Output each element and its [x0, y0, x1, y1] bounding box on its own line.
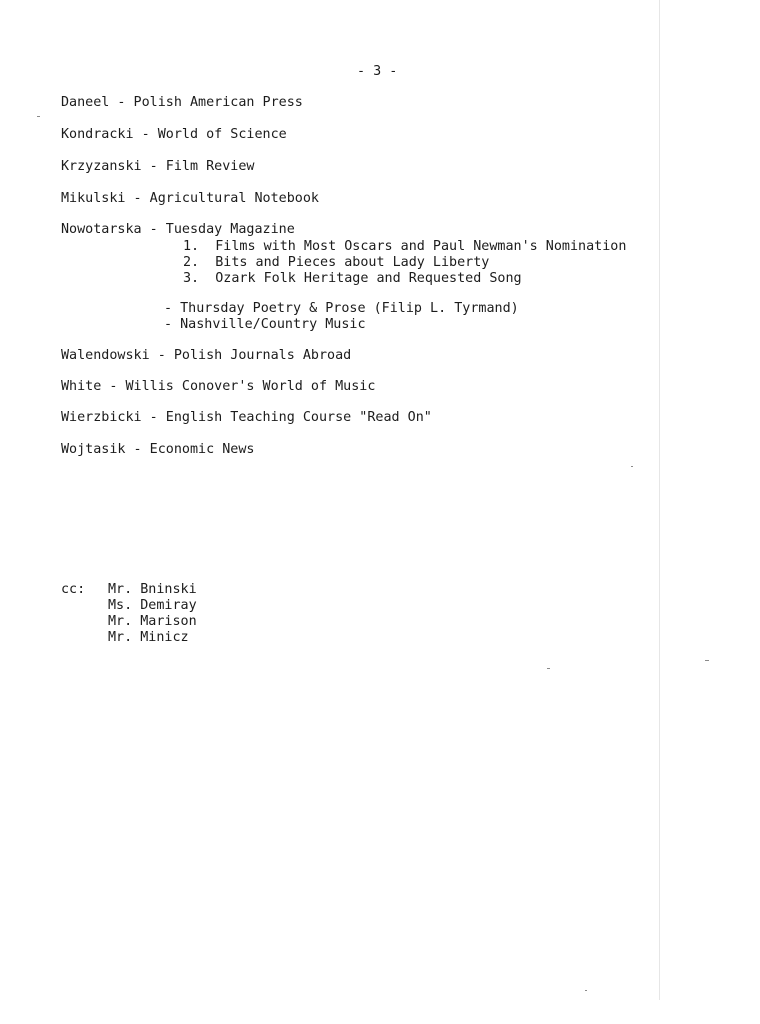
entry-krzyzanski: Krzyzanski - Film Review [61, 159, 255, 174]
entry-wojtasik: Wojtasik - Economic News [61, 442, 255, 457]
cc-name-2: Ms. Demiray [108, 598, 197, 613]
scan-speck [705, 660, 709, 661]
nowotarska-item-1: 1. Films with Most Oscars and Paul Newman's Nomination [183, 239, 627, 254]
entry-mikulski: Mikulski - Agricultural Notebook [61, 191, 319, 206]
scan-speck [585, 990, 587, 991]
scan-speck [37, 116, 40, 117]
entry-kondracki: Kondracki - World of Science [61, 127, 287, 142]
scan-speck [631, 466, 633, 467]
cc-name-3: Mr. Marison [108, 614, 197, 629]
page-fold-line [659, 0, 660, 1000]
nowotarska-extra-1: - Thursday Poetry & Prose (Filip L. Tyrmand) [164, 301, 519, 316]
scan-speck [547, 668, 550, 669]
entry-wierzbicki: Wierzbicki - English Teaching Course "Read On" [61, 410, 432, 425]
entry-white: White - Willis Conover's World of Music [61, 379, 376, 394]
cc-name-4: Mr. Minicz [108, 630, 189, 645]
entry-daneel: Daneel - Polish American Press [61, 95, 303, 110]
cc-label: cc: [61, 582, 86, 597]
nowotarska-extra-2: - Nashville/Country Music [164, 317, 366, 332]
entry-nowotarska: Nowotarska - Tuesday Magazine [61, 222, 295, 237]
entry-walendowski: Walendowski - Polish Journals Abroad [61, 348, 352, 363]
nowotarska-item-2: 2. Bits and Pieces about Lady Liberty [183, 255, 490, 270]
cc-name-1: Mr. Bninski [108, 582, 197, 597]
nowotarska-item-3: 3. Ozark Folk Heritage and Requested Song [183, 271, 522, 286]
page-number: - 3 - [357, 64, 398, 79]
